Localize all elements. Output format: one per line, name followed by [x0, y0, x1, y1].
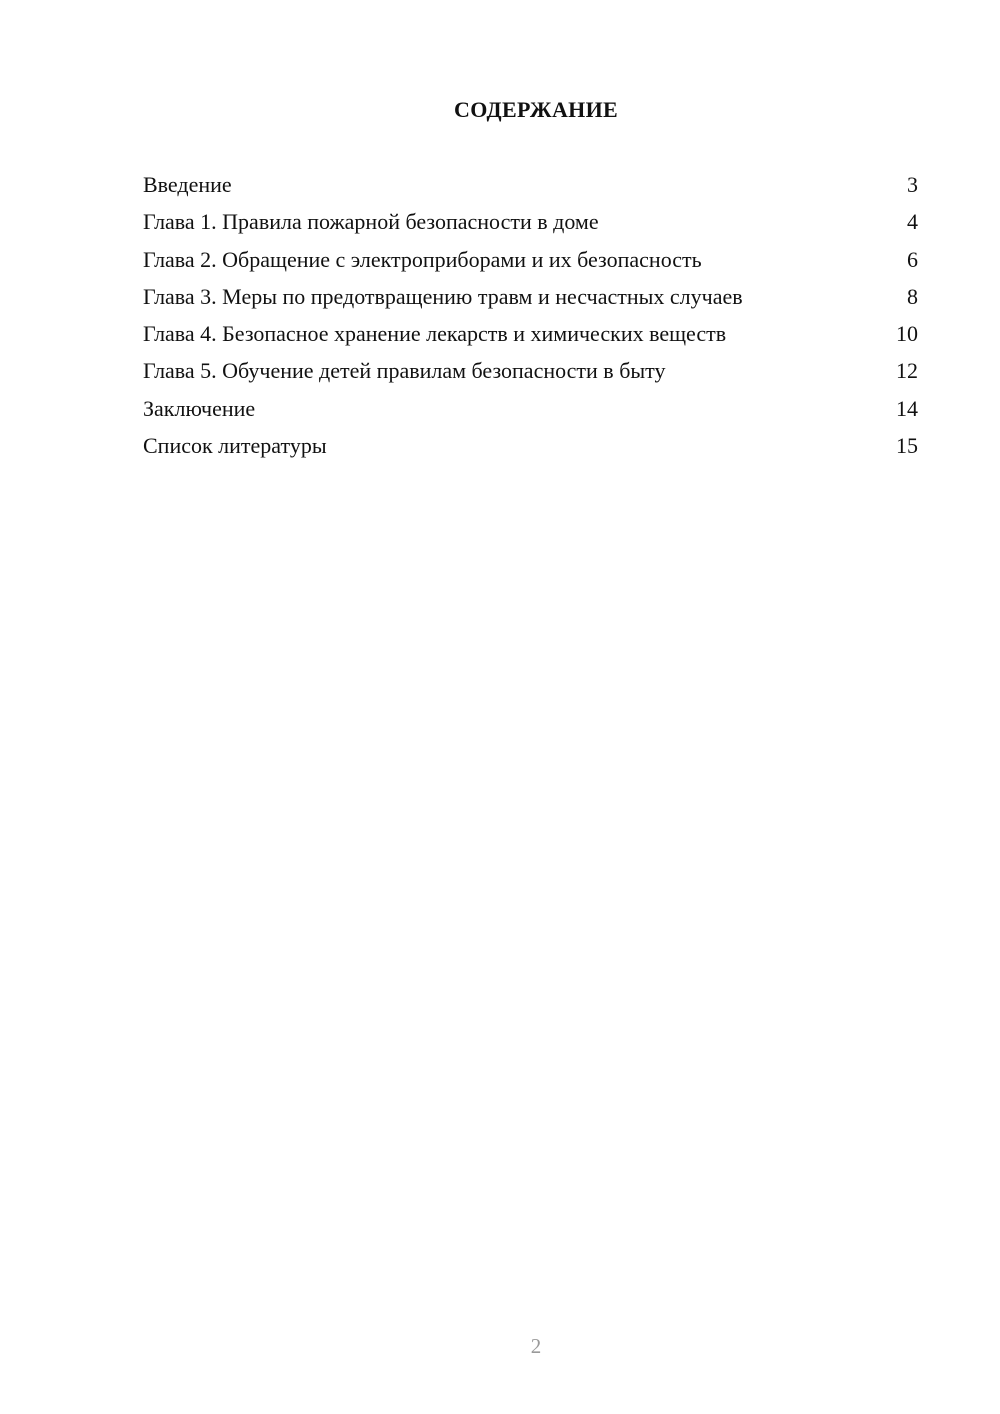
toc-entry-chapter-3 — [143, 282, 918, 319]
toc-entry-bibliography — [143, 431, 918, 468]
toc-entry-title: Глава 4. Безопасное хранение лекарств и химических веществ — [143, 321, 727, 347]
toc-entry-chapter-2 — [143, 245, 918, 282]
toc-entry-page: 14 — [896, 395, 918, 421]
toc-entry-page: 12 — [896, 358, 918, 384]
toc-entry-page: 10 — [896, 321, 918, 347]
toc-entry-page: 8 — [907, 283, 918, 309]
toc-entry-conclusion — [143, 394, 918, 431]
toc-heading: СОДЕРЖАНИЕ — [454, 97, 618, 122]
toc-entry-introduction — [143, 170, 918, 207]
toc-entry-chapter-4 — [143, 319, 918, 356]
toc-entry-page: 6 — [907, 246, 918, 272]
toc-entry-title: Введение — [143, 172, 232, 197]
toc-entry-title: Глава 1. Правила пожарной безопасности в доме — [143, 209, 599, 235]
toc-entry-page: 4 — [907, 209, 918, 235]
toc-entry-page: 3 — [907, 172, 918, 197]
toc-entry-title: Глава 2. Обращение с электроприборами и их безопасность — [143, 246, 702, 272]
toc-entry-page: 15 — [896, 433, 918, 459]
toc-entry-chapter-5 — [143, 356, 918, 393]
toc-entry-title: Список литературы — [143, 433, 327, 459]
toc-entry-chapter-1 — [143, 207, 918, 244]
toc-entry-title: Глава 5. Обучение детей правилам безопасности в быту — [143, 358, 666, 384]
page-number: 2 — [530, 1334, 542, 1358]
toc-entry-title: Глава 3. Меры по предотвращению травм и несчастных случаев — [143, 283, 743, 309]
toc-entry-title: Заключение — [143, 395, 256, 421]
table-of-contents — [143, 170, 918, 468]
